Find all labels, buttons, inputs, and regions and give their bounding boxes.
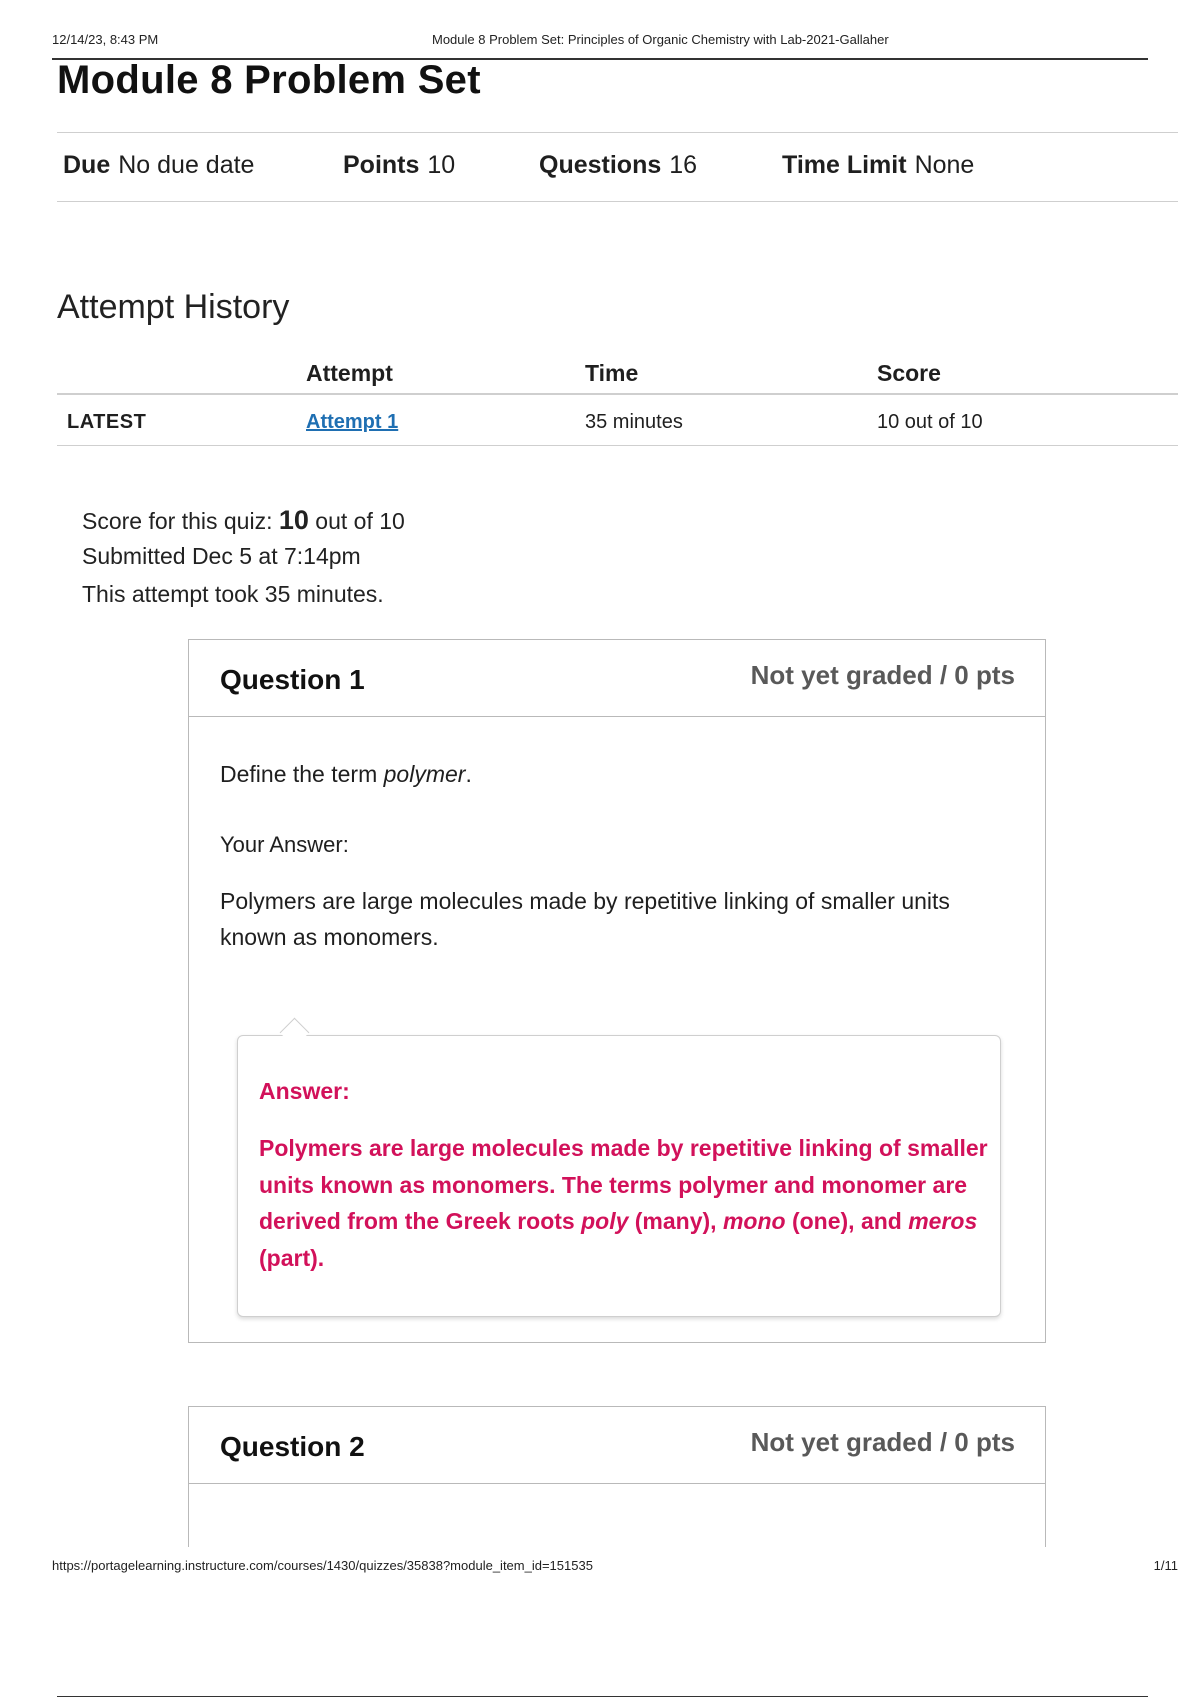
attempt-status-badge: LATEST (67, 411, 147, 433)
table-header-row (57, 350, 1178, 395)
prompt-punct: . (465, 761, 472, 787)
submitted-line: Submitted Dec 5 at 7:14pm (82, 543, 361, 569)
column-header-score: Score (877, 360, 941, 386)
answer-term-poly: poly (581, 1208, 629, 1234)
correct-answer-box (237, 1035, 1001, 1317)
correct-answer-label: Answer: (259, 1078, 350, 1104)
page-number: 1/11 (1153, 1558, 1178, 1573)
duration-line: This attempt took 35 minutes. (82, 581, 384, 607)
attempt-time-cell: 35 minutes (585, 411, 683, 433)
question-points: Not yet graded / 0 pts (750, 1427, 1015, 1457)
meta-due (63, 151, 254, 180)
page-title: Module 8 Problem Set (57, 58, 481, 102)
column-header-attempt: Attempt (306, 360, 393, 386)
score-line (82, 505, 405, 543)
question-card-1 (188, 639, 1046, 1343)
meta-points-value: 10 (427, 151, 456, 179)
prompt-text: Define the term (220, 761, 384, 787)
question-points: Not yet graded / 0 pts (750, 660, 1015, 690)
meta-points (343, 151, 455, 180)
column-header-time: Time (585, 360, 639, 386)
prompt-term: polymer (383, 761, 466, 787)
meta-time-limit-value: None (914, 151, 975, 179)
your-answer-text: Polymers are large molecules made by repetitive linking of smaller units known as monomers. (220, 888, 950, 950)
quiz-summary (82, 505, 405, 619)
answer-term-meros: meros (908, 1208, 978, 1234)
score-suffix: out of 10 (308, 508, 405, 534)
answer-segment: Polymers are large molecules made by repetitive linking of smaller units known as monomers. The terms polymer and monomer are derived from the Greek roots (259, 1135, 988, 1234)
print-header (52, 30, 1148, 60)
meta-points-label: Points (343, 151, 420, 179)
meta-questions-label: Questions (539, 151, 662, 179)
correct-answer-text (259, 1130, 989, 1276)
bottom-divider (57, 1696, 1148, 1697)
answer-segment: (part). (259, 1244, 325, 1271)
question-title: Question 2 (220, 1431, 365, 1462)
quiz-meta-bar (57, 132, 1178, 202)
callout-caret (280, 1018, 310, 1048)
meta-due-label: Due (63, 151, 111, 179)
question-header (189, 1407, 1045, 1484)
question-header (189, 640, 1045, 717)
print-footer (52, 1558, 1178, 1582)
attempt-cell (306, 411, 398, 434)
meta-time-limit-label: Time Limit (782, 151, 907, 179)
score-prefix: Score for this quiz: (82, 508, 279, 534)
meta-due-value: No due date (118, 151, 255, 179)
attempt-history-title: Attempt History (57, 288, 290, 326)
attempt-score-cell: 10 out of 10 (877, 411, 983, 433)
answer-segment: (one), and (785, 1208, 909, 1234)
question-prompt (220, 761, 472, 788)
answer-segment: (many), (628, 1208, 723, 1234)
answer-term-mono: mono (722, 1208, 786, 1234)
meta-time-limit (782, 151, 974, 180)
attempt-history-table (57, 350, 1178, 446)
score-value: 10 (278, 505, 309, 535)
meta-questions-value: 16 (669, 151, 698, 179)
print-datetime: 12/14/23, 8:43 PM (52, 32, 159, 47)
attempt-1-link[interactable]: Attempt 1 (306, 411, 399, 433)
print-document-title: Module 8 Problem Set: Principles of Organic Chemistry with Lab-2021-Gallaher (432, 32, 889, 47)
table-row (57, 395, 1178, 446)
question-title: Question 1 (220, 664, 365, 695)
meta-questions (539, 151, 697, 180)
page-url: https://portagelearning.instructure.com/courses/1430/quizzes/35838?module_item_id=151535 (52, 1558, 593, 1573)
your-answer-label: Your Answer: (220, 832, 349, 857)
question-card-2 (188, 1406, 1046, 1547)
